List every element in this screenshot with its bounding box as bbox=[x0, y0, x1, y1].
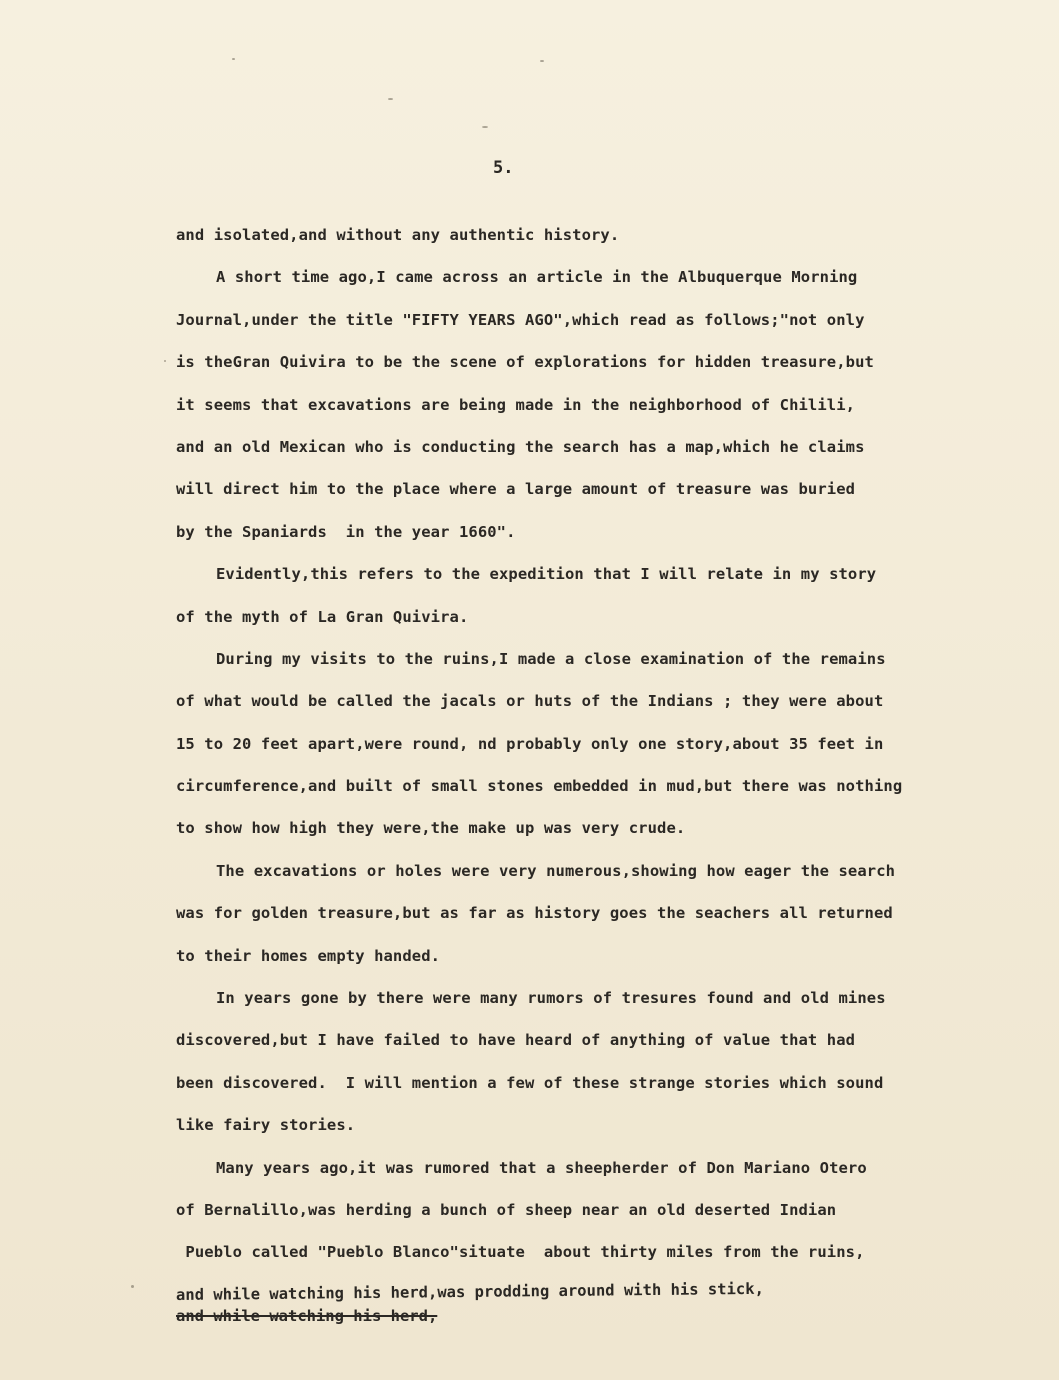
body-text bbox=[176, 214, 996, 1274]
text-line: Evidently,this refers to the expedition that I will relate in my story bbox=[216, 565, 877, 584]
text-line: of Bernalillo,was herding a bunch of sheep near an old deserted Indian bbox=[176, 1200, 837, 1219]
text-line: and an old Mexican who is conducting the search has a map,which he claims bbox=[176, 437, 865, 456]
text-line: 15 to 20 feet apart,were round, nd probably only one story,about 35 feet in bbox=[176, 734, 884, 753]
paper-speck bbox=[164, 360, 166, 362]
struck-through-line: and while watching his herd, bbox=[176, 1307, 438, 1325]
text-line: A short time ago,I came across an article in the Albuquerque Morning bbox=[216, 268, 858, 287]
paper-speck bbox=[540, 60, 544, 62]
text-line: like fairy stories. bbox=[176, 1116, 356, 1135]
text-line: is theGran Quivira to be the scene of explorations for hidden treasure,but bbox=[176, 353, 874, 372]
text-line: of what would be called the jacals or huts of the Indians ; they were about bbox=[176, 692, 884, 711]
text-line: and isolated,and without any authentic history. bbox=[176, 226, 620, 244]
text-line: Many years ago,it was rumored that a sheepherder of Don Mariano Otero bbox=[216, 1158, 867, 1177]
paper-speck bbox=[131, 1285, 134, 1288]
paper-speck bbox=[232, 58, 235, 60]
paper-speck bbox=[388, 98, 393, 100]
text-line: circumference,and built of small stones embedded in mud,but there was nothing bbox=[176, 777, 903, 796]
text-line: of the myth of La Gran Quivira. bbox=[176, 607, 469, 626]
text-line: The excavations or holes were very numerous,showing how eager the search bbox=[216, 861, 896, 880]
text-line: by the Spaniards in the year 1660". bbox=[176, 522, 516, 541]
text-line: to their homes empty handed. bbox=[176, 946, 441, 965]
text-line: During my visits to the ruins,I made a close examination of the remains bbox=[216, 649, 886, 668]
page-number: 5. bbox=[493, 158, 514, 178]
typed-insertion-line: and while watching his herd,was prodding around with his stick, bbox=[175, 1279, 764, 1304]
text-line: was for golden treasure,but as far as history goes the seachers all returned bbox=[176, 904, 893, 923]
text-line: will direct him to the place where a large amount of treasure was buried bbox=[176, 480, 856, 499]
text-line: been discovered. I will mention a few of these strange stories which sound bbox=[176, 1073, 884, 1092]
text-line: Journal,under the title "FIFTY YEARS AGO",which read as follows;"not only bbox=[176, 310, 865, 329]
text-line: it seems that excavations are being made in the neighborhood of Chilili, bbox=[176, 395, 856, 414]
text-line: discovered,but I have failed to have heard of anything of value that had bbox=[176, 1031, 856, 1050]
paper-speck bbox=[482, 126, 488, 128]
text-line: In years gone by there were many rumors of tresures found and old mines bbox=[216, 989, 886, 1008]
text-line: Pueblo called "Pueblo Blanco"situate about thirty miles from the ruins, bbox=[176, 1243, 865, 1262]
text-line: to show how high they were,the make up was very crude. bbox=[176, 819, 686, 838]
